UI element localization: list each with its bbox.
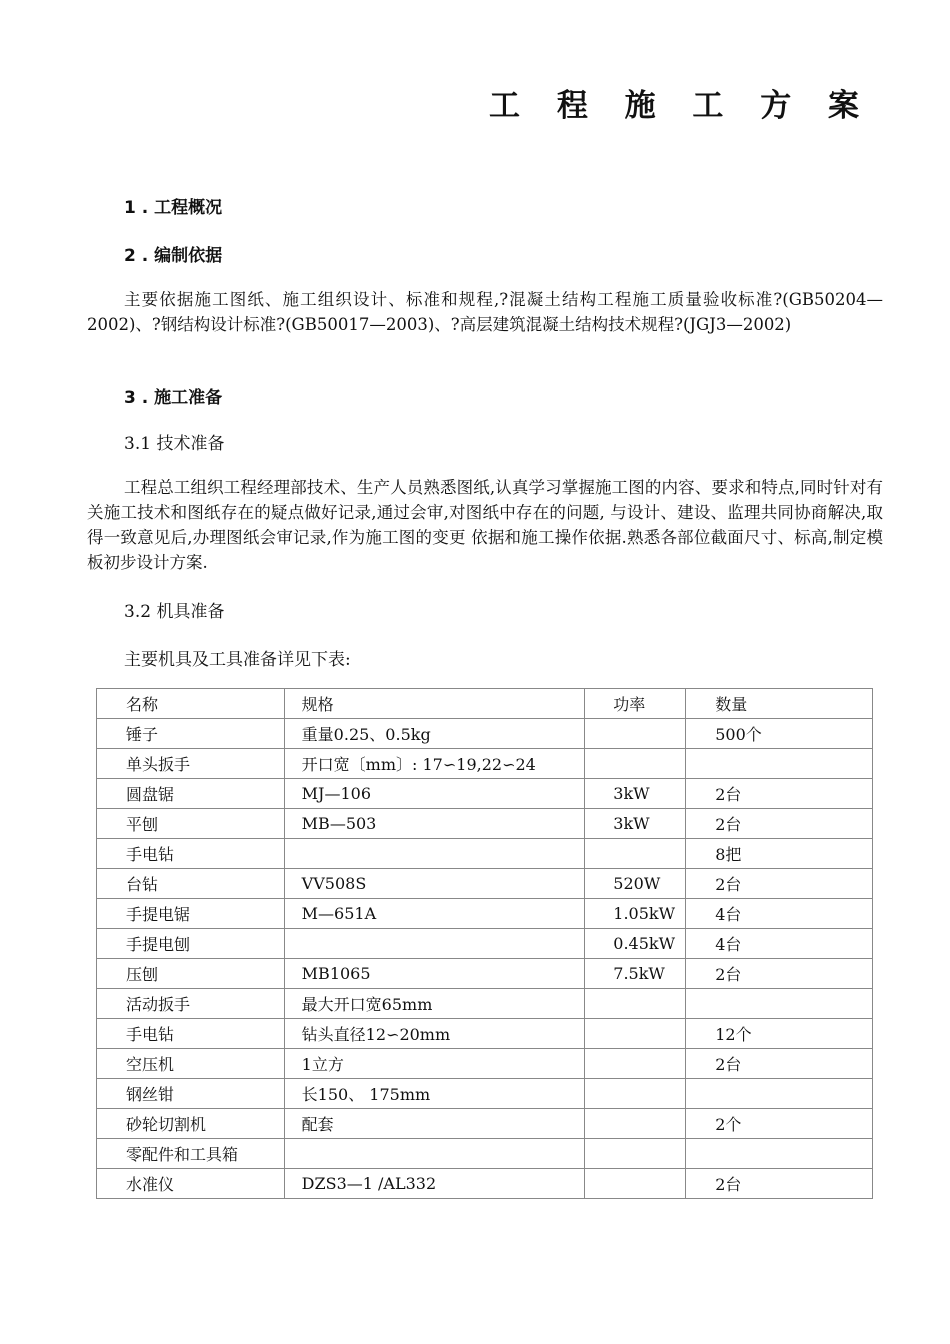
cell-power — [585, 1109, 686, 1139]
cell-quantity — [686, 749, 873, 779]
table-row — [97, 899, 873, 929]
table-row — [97, 749, 873, 779]
cell-spec — [284, 839, 585, 869]
equipment-table — [96, 688, 873, 1199]
cell-quantity: 2台 — [686, 1169, 873, 1199]
cell-power — [585, 1139, 686, 1169]
cell-quantity: 2台 — [686, 779, 873, 809]
table-row — [97, 869, 873, 899]
cell-quantity: 2台 — [686, 809, 873, 839]
table-row — [97, 1109, 873, 1139]
cell-quantity: 2台 — [686, 869, 873, 899]
header-power: 功率 — [585, 689, 686, 719]
cell-spec: VV508S — [284, 869, 585, 899]
cell-name: 手电钻 — [97, 1019, 285, 1049]
cell-power — [585, 839, 686, 869]
cell-name: 单头扳手 — [97, 749, 285, 779]
cell-spec — [284, 929, 585, 959]
cell-quantity: 2个 — [686, 1109, 873, 1139]
cell-power — [585, 1079, 686, 1109]
basis-paragraph: 主要依据施工图纸、施工组织设计、标准和规程,?混凝土结构工程施工质量验收标准?(GB50204—2002)、?钢结构设计标准?(GB50017—2003)、?高层建筑混凝土结构技术规程?(JGJ3—2002) — [87, 290, 883, 334]
cell-quantity: 2台 — [686, 1049, 873, 1079]
cell-quantity: 12个 — [686, 1019, 873, 1049]
cell-power: 3kW — [585, 779, 686, 809]
table-row — [97, 929, 873, 959]
cell-spec: 钻头直径12∽20mm — [284, 1019, 585, 1049]
cell-spec: 最大开口宽65mm — [284, 989, 585, 1019]
cell-spec: MB1065 — [284, 959, 585, 989]
table-row — [97, 1169, 873, 1199]
cell-name: 锤子 — [97, 719, 285, 749]
cell-spec: 长150、 175mm — [284, 1079, 585, 1109]
cell-name: 手提电刨 — [97, 929, 285, 959]
cell-name: 空压机 — [97, 1049, 285, 1079]
cell-name: 水准仪 — [97, 1169, 285, 1199]
table-row — [97, 809, 873, 839]
technical-paragraph: 工程总工组织工程经理部技术、生产人员熟悉图纸,认真学习掌握施工图的内容、要求和特点,同时针对有关施工技术和图纸存在的疑点做好记录,通过会审,对图纸中存在的问题, 与设计、建设、监理共同协商解决,取得一致意见后,办理图纸会审记录,作为施工图的变更 依据和施工操作依据.熟悉各部位截面尺寸、标高,制定模板初步设计方案. — [87, 478, 883, 572]
cell-spec: M—651A — [284, 899, 585, 929]
cell-name: 零配件和工具箱 — [97, 1139, 285, 1169]
cell-quantity: 2台 — [686, 959, 873, 989]
cell-spec: MJ—106 — [284, 779, 585, 809]
cell-quantity: 4台 — [686, 929, 873, 959]
cell-power: 7.5kW — [585, 959, 686, 989]
cell-name: 砂轮切割机 — [97, 1109, 285, 1139]
cell-spec — [284, 1139, 585, 1169]
table-row — [97, 839, 873, 869]
cell-spec: 重量0.25、0.5kg — [284, 719, 585, 749]
section-heading-overview: 1 . 工程概况 — [124, 198, 223, 218]
cell-name: 圆盘锯 — [97, 779, 285, 809]
header-quantity: 数量 — [686, 689, 873, 719]
cell-name: 钢丝钳 — [97, 1079, 285, 1109]
cell-spec: 1立方 — [284, 1049, 585, 1079]
cell-name: 手提电锯 — [97, 899, 285, 929]
cell-quantity: 8把 — [686, 839, 873, 869]
cell-spec: 配套 — [284, 1109, 585, 1139]
cell-name: 台钻 — [97, 869, 285, 899]
cell-name: 活动扳手 — [97, 989, 285, 1019]
cell-spec: DZS3—1 /AL332 — [284, 1169, 585, 1199]
cell-quantity — [686, 1139, 873, 1169]
cell-power: 520W — [585, 869, 686, 899]
cell-quantity: 4台 — [686, 899, 873, 929]
cell-name: 平刨 — [97, 809, 285, 839]
header-spec: 规格 — [284, 689, 585, 719]
table-row — [97, 719, 873, 749]
document-title: 工 程 施 工 方 案 — [489, 88, 872, 124]
table-row — [97, 779, 873, 809]
table-header-row — [97, 689, 873, 719]
cell-power: 3kW — [585, 809, 686, 839]
table-row — [97, 989, 873, 1019]
cell-power — [585, 1049, 686, 1079]
cell-name: 手电钻 — [97, 839, 285, 869]
table-row — [97, 1079, 873, 1109]
cell-quantity: 500个 — [686, 719, 873, 749]
header-name: 名称 — [97, 689, 285, 719]
cell-name: 压刨 — [97, 959, 285, 989]
cell-quantity — [686, 989, 873, 1019]
table-row — [97, 959, 873, 989]
cell-power — [585, 719, 686, 749]
cell-spec: 开口宽〔mm〕: 17∽19,22∽24 — [284, 749, 585, 779]
table-row — [97, 1019, 873, 1049]
equipment-intro: 主要机具及工具准备详见下表: — [124, 650, 351, 670]
section-heading-preparation: 3 . 施工准备 — [124, 388, 223, 408]
cell-power — [585, 1019, 686, 1049]
section-heading-basis: 2 . 编制依据 — [124, 246, 223, 266]
table-row — [97, 1049, 873, 1079]
subsection-heading-technical: 3.1 技术准备 — [124, 434, 225, 454]
cell-spec: MB—503 — [284, 809, 585, 839]
cell-quantity — [686, 1079, 873, 1109]
table-row — [97, 1139, 873, 1169]
cell-power: 0.45kW — [585, 929, 686, 959]
cell-power — [585, 989, 686, 1019]
cell-power: 1.05kW — [585, 899, 686, 929]
subsection-heading-equipment: 3.2 机具准备 — [124, 602, 225, 622]
cell-power — [585, 749, 686, 779]
cell-power — [585, 1169, 686, 1199]
